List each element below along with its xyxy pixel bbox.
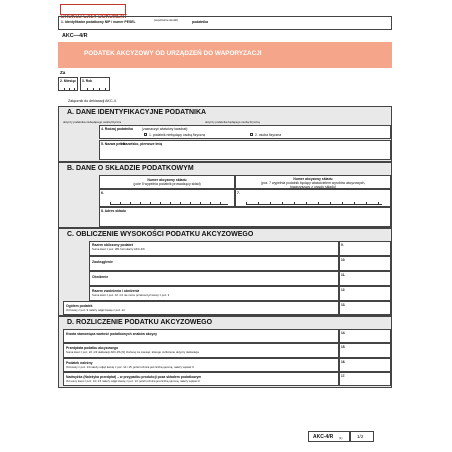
section-a-intro-2: dotyczy podatnika będącego osobą fizyczną (205, 120, 260, 124)
month-field[interactable] (58, 77, 78, 91)
calc-row-9 (89, 241, 339, 256)
calc-row-13-sub: Od kwoty z poz. 9 należy odjąć kwotę z poz. 12 (66, 308, 125, 312)
print-all-button[interactable] (60, 4, 128, 20)
taxpayer-type-field (99, 125, 391, 139)
warehouse-address-label: 8. Adres składu (101, 209, 126, 213)
calc-row-10 (89, 256, 339, 271)
warehouse-number-header-1-note: (pole 5 wypełnia podatnik prowadzący skład) (133, 182, 201, 186)
settle-row-16 (63, 358, 339, 372)
identifier-label: 1. Identyfikator podatkowy NIP / numer PESEL (61, 20, 136, 24)
section-b-title: B. DANE O SKŁADZIE PODATKOWYM (67, 165, 194, 172)
section-b (58, 162, 392, 228)
footer-page-number: 1/2 (357, 434, 364, 439)
calc-row-9-label: Razem obliczony podatek (92, 243, 134, 247)
warehouse-address-field[interactable] (99, 207, 391, 227)
footer-form-code: AKC-4/R (313, 434, 334, 440)
settle-row-14 (63, 329, 339, 343)
calc-row-10-label: Zaokrąglenie (92, 260, 113, 264)
calc-row-9-sub: Suma kwot z poz. 281 formularzy AKC-4/K (92, 247, 145, 251)
warehouse-number-header-2-note: (poz. 7 wypełnia podatnik będący właścicielem wyrobów akcyzowych, (260, 180, 366, 185)
calc-row-12-label: Razem zwolnienia i obniżenia (92, 289, 140, 293)
warehouse-number-header-1-title: Numer akcyzowy składu (147, 178, 187, 182)
year-label: 3. Rok (82, 79, 93, 83)
section-c (58, 228, 392, 316)
section-a (58, 106, 392, 162)
settle-row-15-label: Przedpłata podatku akcyzowego (66, 346, 119, 350)
settle-row-14-label: Kwota stanowiąca wartość podatkowych znaków akcyzy (66, 332, 158, 336)
section-d-title: D. ROZLICZENIE PODATKU AKCYZOWEGO (67, 319, 213, 326)
field-6-label: 6. (101, 191, 104, 195)
form-code: AKC—4/R (62, 33, 88, 39)
calc-row-10-num: 10. (341, 258, 346, 262)
month-label: 2. Miesiąc (60, 79, 77, 83)
section-a-intro-1: dotyczy podatnika niebędącego osobą fizyczną (63, 120, 122, 124)
settle-row-14-value[interactable] (339, 329, 391, 343)
settle-row-17-value[interactable] (339, 372, 391, 386)
calc-row-13-value[interactable] (339, 301, 391, 315)
print-all-button-label: DRUKUJ CAŁY DOKUMENT (61, 14, 128, 20)
warehouse-number-header-2 (235, 175, 391, 189)
full-name-label: 5. Nazwa pełna (101, 142, 126, 146)
footer-code-box (308, 431, 350, 442)
calc-row-12-value[interactable] (339, 286, 391, 301)
settle-row-15 (63, 343, 339, 358)
title-banner-text: PODATEK AKCYZOWY OD URZĄDZEŃ DO WAPORYZACJI (84, 50, 262, 57)
full-name-field[interactable] (99, 140, 391, 160)
section-a-title: A. DANE IDENTYFIKACYJNE PODATNIKA (67, 109, 207, 116)
calc-row-11-num: 11. (341, 273, 346, 277)
identifier-field[interactable] (58, 16, 392, 30)
settle-row-16-label: Podatek należny (66, 361, 93, 365)
calc-row-10-value[interactable] (339, 256, 391, 271)
calc-row-9-value[interactable] (339, 241, 391, 256)
calc-row-9-num: 9. (341, 243, 344, 247)
calc-row-13 (63, 301, 339, 315)
option-non-natural-person-checkbox[interactable] (144, 133, 147, 136)
settle-row-16-value[interactable] (339, 358, 391, 372)
field-7-label: 7. (237, 191, 240, 195)
calc-row-12 (89, 286, 339, 301)
calc-row-11 (89, 271, 339, 286)
calc-row-13-num: 13. (341, 303, 346, 307)
settle-row-17-sub: Od sumy kwot z poz. 14 i 15 należy odjąć kwotę z poz. 13; jeżeli różnica jest liczbą ujemną, należy wpisać 0. (66, 379, 201, 383)
settle-row-17-num: 17. (341, 374, 346, 378)
taxpayer-type-hint: (zaznaczyć właściwy kwadrat): (142, 127, 189, 131)
title-banner (58, 42, 392, 68)
settle-row-16-sub: Od kwoty z poz. 13 należy odjąć kwotę z poz. 14 i 15; jeżeli różnica jest liczbą ujemną, należy wpisać 0. (66, 365, 195, 369)
settle-row-17-label: Nadwyżka (Należyka przedpłat) – w przypadku produkcji poza składem podatkowym (66, 375, 202, 379)
settle-row-15-value[interactable] (339, 343, 391, 358)
option-natural-person-checkbox[interactable] (250, 133, 253, 136)
full-name-label-b: / Nazwisko, pierwsze imię (121, 142, 163, 146)
option-non-natural-person-label: 1. podatnik niebędący osobą fizyczną (149, 133, 206, 137)
warehouse-number-header-2-note2: towarzyszący z urzędu składu) (289, 184, 337, 189)
form-page (54, 0, 396, 452)
warehouse-number-field-6[interactable] (99, 189, 235, 207)
warehouse-number-header-2-title: Numer akcyzowy składu (293, 176, 333, 181)
settle-row-15-num: 15. (341, 345, 346, 349)
settle-row-16-num: 16. (341, 360, 346, 364)
settle-row-15-sub: Suma kwot z poz. 22 i 23 deklaracji AKC-PA (N) złożonej za miesiąc, którego rozliczenie dotyczy deklaracja (66, 350, 199, 354)
identifier-label-suffix: podatnika (192, 20, 209, 24)
calc-row-11-value[interactable] (339, 271, 391, 286)
warehouse-number-field-7[interactable] (235, 189, 391, 207)
option-natural-person-label: 2. osoba fizyczna (255, 133, 282, 137)
calc-row-12-sub: Suma kwot z poz. 10 i 11 nie może przekroczyć kwoty z poz. 9 (92, 293, 170, 297)
section-c-title: C. OBLICZENIE WYSOKOŚCI PODATKU AKCYZOWEGO (67, 231, 254, 238)
period-label: Za (60, 70, 66, 75)
calc-row-12-num: 12. (341, 288, 346, 292)
calc-row-13-label: Ogółem podatek (66, 304, 93, 308)
year-field[interactable] (80, 77, 110, 91)
attachment-note: Załącznik do deklaracji AKC-4. (68, 99, 117, 103)
settle-row-17 (63, 372, 339, 386)
taxpayer-type-label: 4. Rodzaj podatnika (101, 127, 133, 131)
identifier-label-note: (niepotrzebne skreślić) (154, 19, 179, 22)
settle-row-14-num: 14. (341, 331, 346, 335)
calc-row-11-label: Obniżenie (92, 275, 109, 279)
footer-form-version: (1) (339, 436, 343, 440)
section-d (58, 316, 392, 388)
warehouse-number-header-1 (99, 175, 235, 189)
footer-page-box (350, 431, 374, 442)
